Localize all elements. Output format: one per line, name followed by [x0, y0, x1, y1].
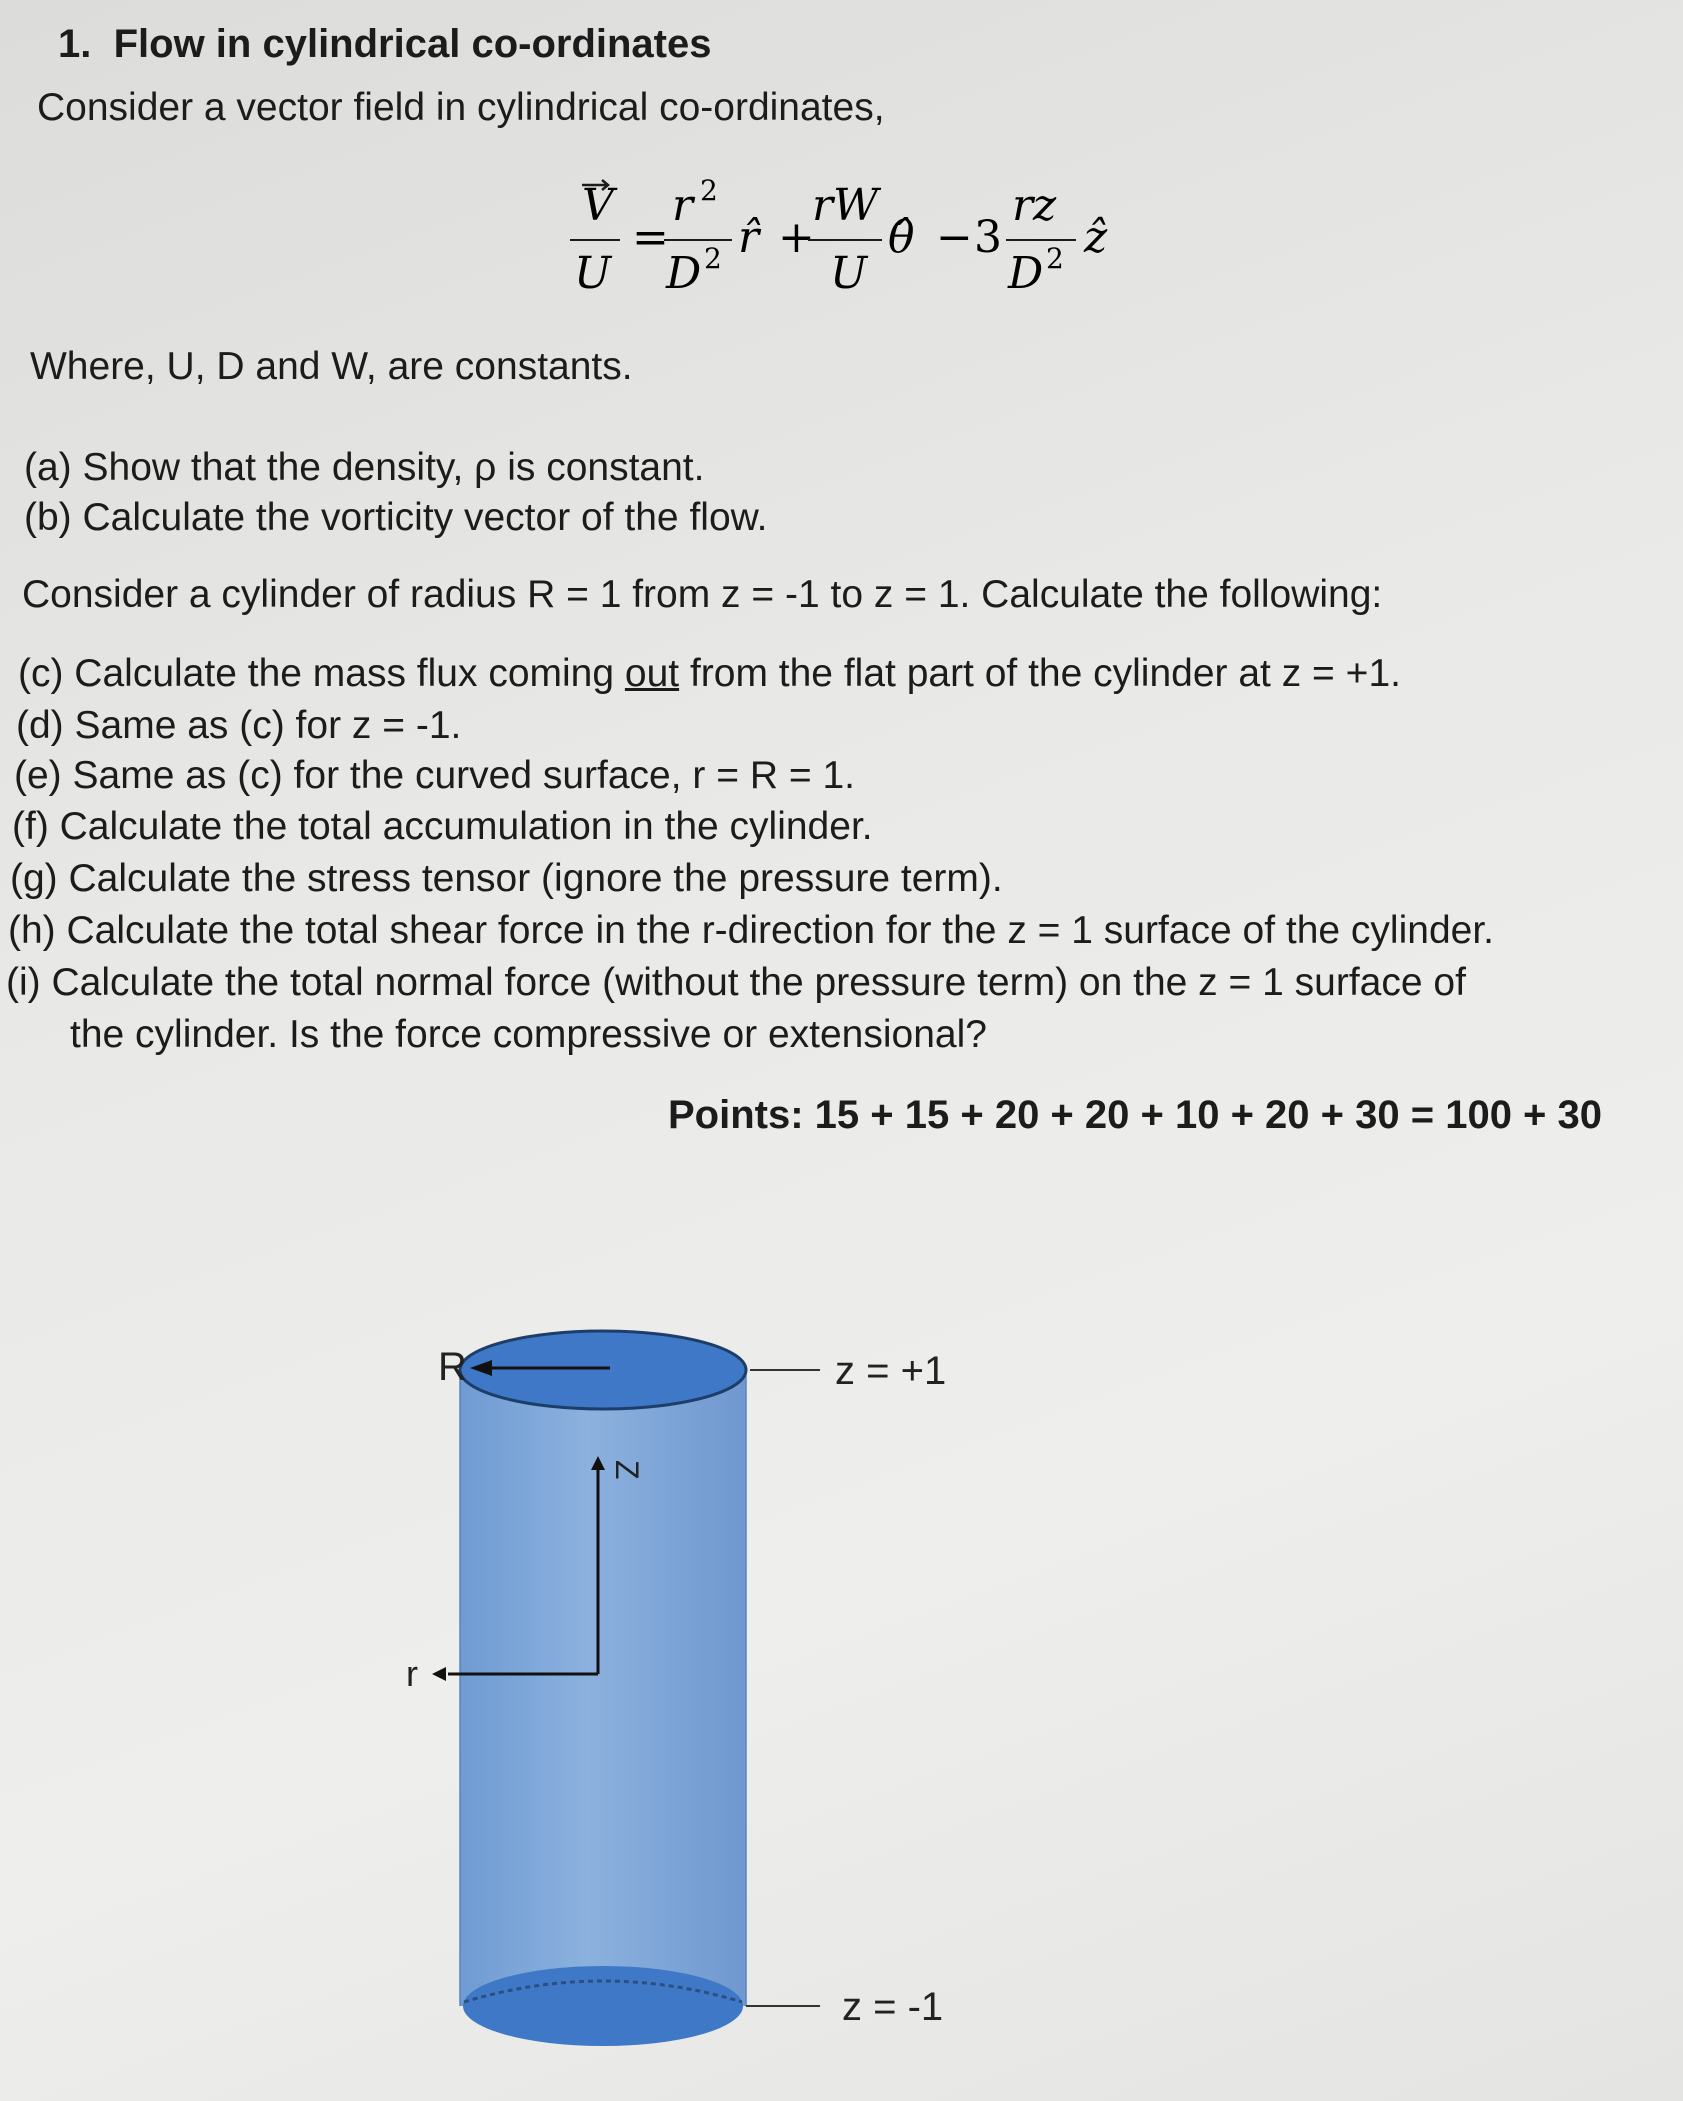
question-c-post: from the flat part of the cylinder at z = +1.: [679, 652, 1401, 695]
cylinder-body: [460, 1370, 746, 2006]
question-a: (a) Show that the density, ρ is constant.: [24, 446, 705, 489]
eq-t1-denominator: D: [666, 248, 702, 299]
eq-lhs-numerator: V: [582, 180, 614, 231]
eq-z-hat: ẑ: [1084, 212, 1108, 263]
cylinder-bottom-cap: [463, 1966, 743, 2046]
question-d: (d) Same as (c) for z = -1.: [16, 704, 462, 747]
label-z-top: z = +1: [835, 1349, 947, 1393]
question-heading: [58, 22, 711, 67]
question-h: (h) Calculate the total shear force in the r-direction for the z = 1 surface of the cylinder.: [8, 909, 1494, 952]
eq-minus: −: [936, 212, 973, 263]
question-c: [18, 652, 1401, 696]
r-axis-arrowhead: [432, 1667, 446, 1681]
question-title: Flow in cylindrical co-ordinates: [113, 22, 712, 66]
question-f: (f) Calculate the total accumulation in the cylinder.: [12, 805, 873, 848]
eq-r-hat: r̂: [738, 212, 760, 263]
eq-coefficient: 3: [974, 212, 1002, 263]
intro-text: Consider a vector field in cylindrical co-ordinates,: [37, 86, 885, 129]
cylinder-statement: Consider a cylinder of radius R = 1 from z = -1 to z = 1. Calculate the following:: [22, 573, 1383, 616]
eq-plus: +: [778, 212, 815, 263]
constants-note: Where, U, D and W, are constants.: [30, 345, 633, 388]
eq-theta-hat: θ̂: [888, 212, 915, 263]
eq-t2-numerator: rW: [812, 180, 879, 231]
eq-t3-numerator: rz: [1012, 180, 1057, 231]
eq-lhs-denominator: U: [574, 248, 612, 299]
eq-t1-den-exp: 2: [704, 242, 722, 275]
eq-equals: =: [632, 212, 669, 263]
question-number: 1.: [58, 22, 92, 66]
label-r-axis: r: [406, 1653, 418, 1694]
question-i-continued: the cylinder. Is the force compressive or extensional?: [70, 1013, 987, 1056]
points-summary: Points: 15 + 15 + 20 + 20 + 10 + 20 + 30 = 100 + 30: [668, 1093, 1603, 1137]
question-i: (i) Calculate the total normal force (without the pressure term) on the z = 1 surface of: [6, 961, 1466, 1004]
question-c-pre: (c) Calculate the mass flux coming: [18, 652, 625, 695]
vector-field-equation: [560, 174, 1120, 321]
label-z-bottom: z = -1: [842, 1985, 944, 2029]
question-c-underlined: out: [624, 652, 680, 695]
label-z-axis: Z: [609, 1460, 645, 1480]
eq-t3-denominator: D: [1008, 248, 1044, 299]
eq-t3-den-exp: 2: [1046, 242, 1064, 275]
cylinder-top-cap: [460, 1331, 746, 1409]
eq-t2-denominator: U: [830, 248, 868, 299]
eq-t1-numerator: r: [672, 180, 694, 231]
cylinder-figure: [380, 1300, 1000, 2065]
question-e: (e) Same as (c) for the curved surface, r = R = 1.: [14, 754, 855, 797]
question-g: (g) Calculate the stress tensor (ignore the pressure term).: [10, 857, 1003, 900]
label-R: R: [438, 1345, 467, 1389]
question-b: (b) Calculate the vorticity vector of the flow.: [24, 496, 768, 539]
eq-t1-num-exp: 2: [700, 174, 718, 207]
